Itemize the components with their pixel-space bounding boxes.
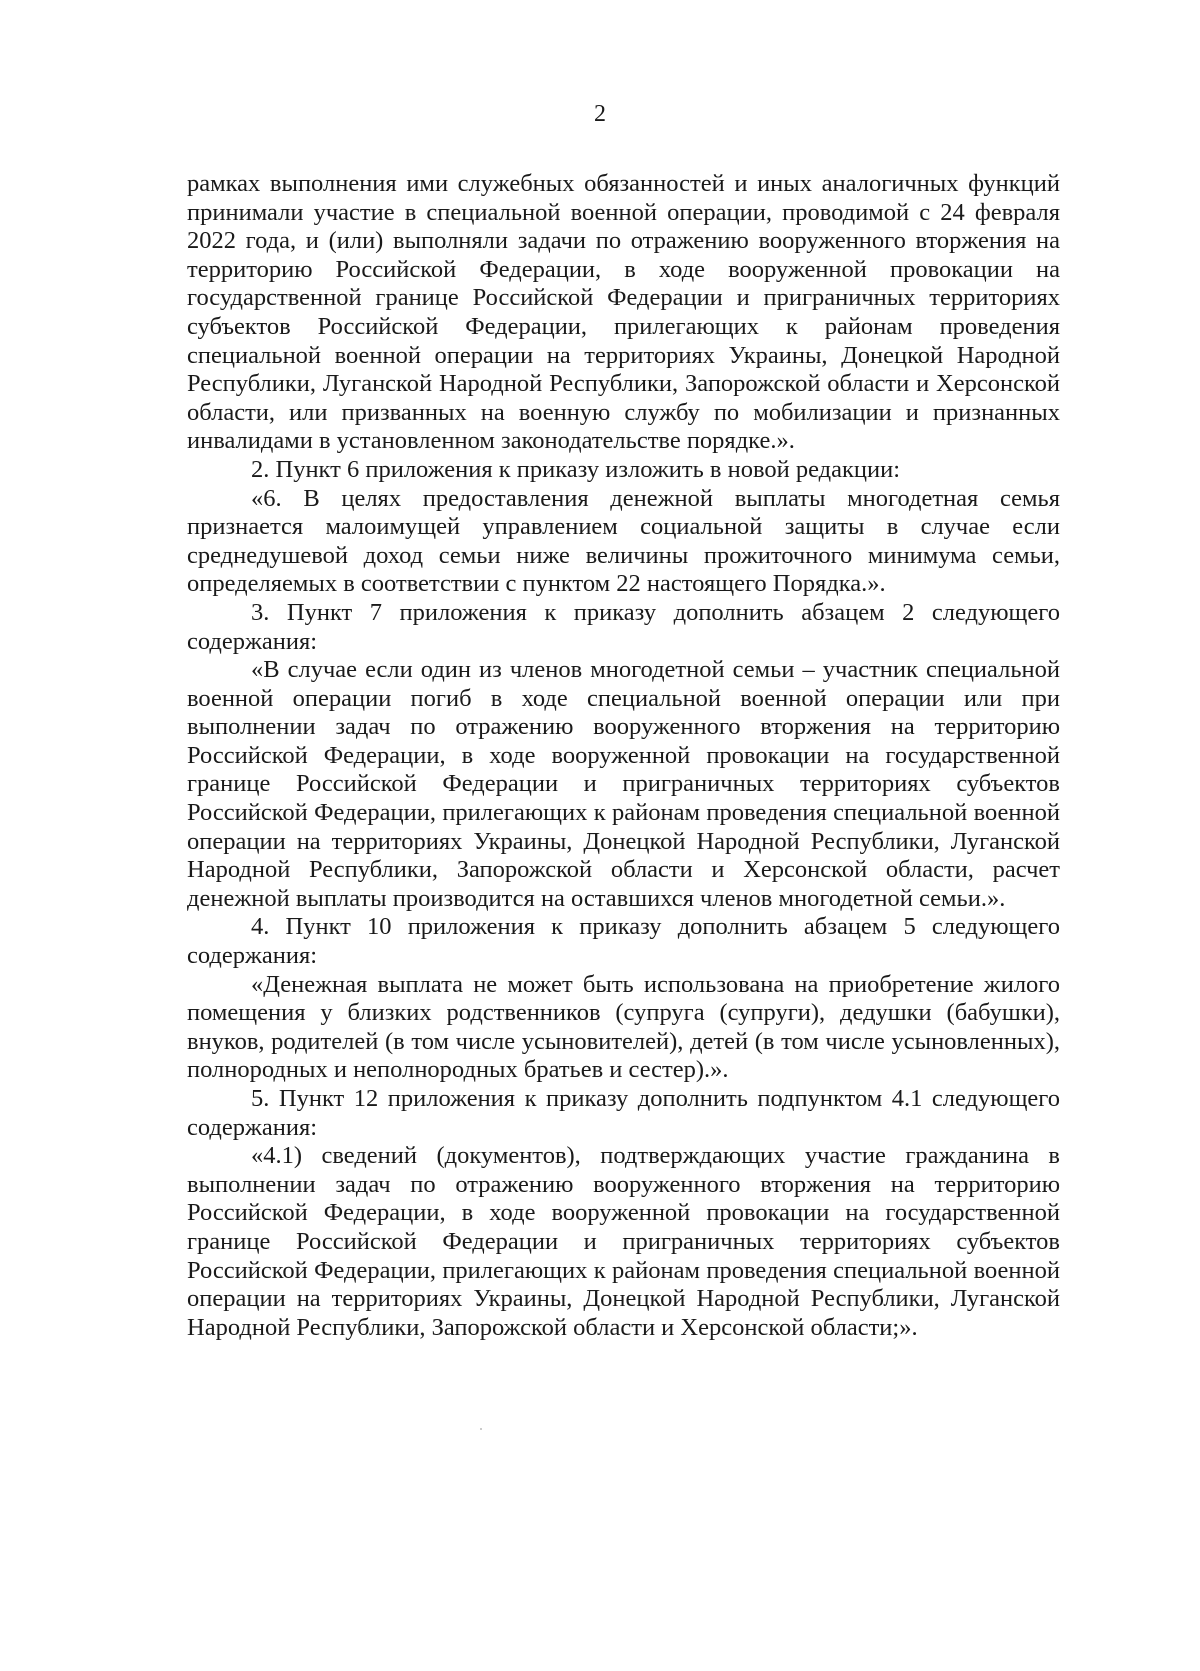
paragraph-item-5: 5. Пункт 12 приложения к приказу дополнить подпунктом 4.1 следующего содержания: bbox=[187, 1085, 1060, 1141]
page-number: 2 bbox=[594, 101, 606, 127]
paragraph-continuation: рамках выполнения ими служебных обязанностей и иных аналогичных функций принимали участие в специальной военной операции, проводимой с 24 февраля 2022 года, и (или) выполняли задачи по отражению вооруженного вторжения на территорию Российской Федерации, в ходе вооруженной провокации на государственной границе Российской Федерации и приграничных территориях субъектов Российской Федерации, прилегающих к районам проведения специальной военной операции на территориях Украины, Донецкой Народной Республики, Луганской Народной Республики, Запорожской области и Херсонской области, или призванных на военную службу по мобилизации и признанных инвалидами в установленном законодательстве порядке.». bbox=[187, 170, 1060, 455]
paragraph-quote-10: «Денежная выплата не может быть использована на приобретение жилого помещения у близких родственников (супруга (супруги), дедушки (бабушки), внуков, родителей (в том числе усыновителей), детей (в том числе усыновленных), полнородных и неполнородных братьев и сестер).». bbox=[187, 970, 1060, 1084]
document-body bbox=[187, 170, 1060, 1342]
paragraph-item-4: 4. Пункт 10 приложения к приказу дополнить абзацем 5 следующего содержания: bbox=[187, 913, 1060, 970]
scan-artifact bbox=[480, 1428, 482, 1430]
paragraph-item-2: 2. Пункт 6 приложения к приказу изложить в новой редакции: bbox=[251, 455, 901, 483]
paragraph-quote-6: «6. В целях предоставления денежной выплаты многодетная семья признается малоимущей управлением социальной защиты в случае если среднедушевой доход семьи ниже величины прожиточного минимума семьи, определяемых в соответствии с пунктом 22 настоящего Порядка.». bbox=[187, 484, 1060, 598]
paragraph-item-3: 3. Пункт 7 приложения к приказу дополнить абзацем 2 следующего содержания: bbox=[187, 598, 1060, 655]
paragraph-quote-12: «4.1) сведений (документов), подтверждающих участие гражданина в выполнении задач по отражению вооруженного вторжения на территорию Российской Федерации, в ходе вооруженной провокации на государственной границе Российской Федерации и приграничных территориях субъектов Российской Федерации, прилегающих к районам проведения специальной военной операции на территориях Украины, Донецкой Народной Республики, Луганской Народной Республики, Запорожской области и Херсонской области;». bbox=[187, 1142, 1060, 1341]
paragraph-quote-7: «В случае если один из членов многодетной семьи – участник специальной военной операции погиб в ходе специальной военной операции или при выполнении задач по отражению вооруженного вторжения на территорию Российской Федерации, в ходе вооруженной провокации на государственной границе Российской Федерации и приграничных территориях субъектов Российской Федерации, прилегающих к районам проведения специальной военной операции на территориях Украины, Донецкой Народной Республики, Луганской Народной Республики, Запорожской области и Херсонской области, расчет денежной выплаты производится на оставшихся членов многодетной семьи.». bbox=[187, 656, 1060, 912]
